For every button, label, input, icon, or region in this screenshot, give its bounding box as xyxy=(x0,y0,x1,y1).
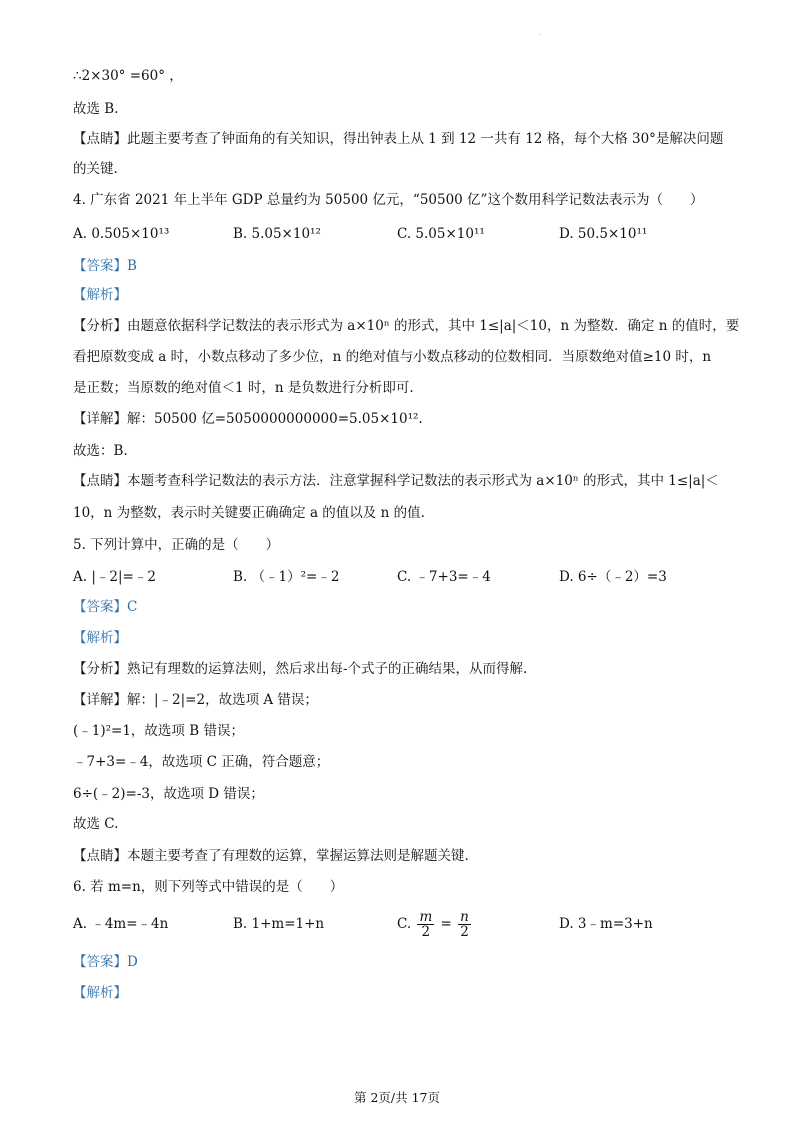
q6-option-a: A. ﹣4m=﹣4n xyxy=(73,916,169,932)
q5-option-a: A. |﹣2|=﹣2 xyxy=(73,569,156,585)
fraction-numerator: m xyxy=(419,909,433,925)
q6-option-c-label: C. xyxy=(397,916,412,932)
fraction-m-over-2 xyxy=(417,910,434,939)
text-line: 看把原数变成 a 时，小数点移动了多少位，n 的绝对值与小数点移动的位数相同．当原数绝对值≥10 时，n xyxy=(73,349,712,365)
scan-dot: · xyxy=(539,32,541,39)
text-line: (﹣1)²=1，故选项 B 错误； xyxy=(73,723,244,739)
q4-option-d: D. 50.5×10¹¹ xyxy=(559,226,648,242)
text-line: 故选：B. xyxy=(73,443,128,459)
text-line: 【点睛】此题主要考查了钟面角的有关知识，得出钟表上从 1 到 12 一共有 12 格，每个大格 30°是解决问题 xyxy=(73,131,724,147)
q4-option-a: A. 0.505×10¹³ xyxy=(73,226,170,242)
q6-option-c xyxy=(397,904,473,944)
analysis-label: 【解析】 xyxy=(73,287,127,303)
text-line: 【分析】熟记有理数的运算法则，然后求出每-个式子的正确结果，从而得解. xyxy=(73,661,528,677)
analysis-label: 【解析】 xyxy=(73,630,127,646)
q6-option-b: B. 1+m=1+n xyxy=(233,916,325,932)
text-line: 故选 B. xyxy=(73,101,119,117)
text-line: 6÷(﹣2)=-3，故选项 D 错误； xyxy=(73,786,264,802)
q4-option-b: B. 5.05×10¹² xyxy=(233,226,321,242)
fraction-numerator: n xyxy=(460,909,469,925)
q6-option-d: D. 3﹣m=3+n xyxy=(559,916,653,932)
text-line: 的关键. xyxy=(73,161,118,177)
text-line: 【点睛】本题考查科学记数法的表示方法．注意掌握科学记数法的表示形式为 a×10ⁿ 的形式，其中 1≤|a|＜ xyxy=(73,473,719,489)
text-line: 是正数；当原数的绝对值＜1 时，n 是负数进行分析即可. xyxy=(73,380,414,396)
answer-label: 【答案】B xyxy=(73,258,137,274)
fraction-n-over-2 xyxy=(458,910,471,939)
text-line: 【详解】解：|﹣2|=2，故选项 A 错误； xyxy=(73,692,318,708)
text-line: ﹣7+3=﹣4，故选项 C 正确，符合题意； xyxy=(73,754,330,770)
equals-sign: = xyxy=(440,916,452,932)
text-line: 【分析】由题意依据科学记数法的表示形式为 a×10ⁿ 的形式，其中 1≤|a|＜10，n 为整数．确定 n 的值时，要 xyxy=(73,318,740,334)
question-4: 4. 广东省 2021 年上半年 GDP 总量约为 50500 亿元，“50500 亿”这个数用科学记数法表示为（ ） xyxy=(73,192,704,208)
text-line: 【点睛】本题主要考查了有理数的运算，掌握运算法则是解题关键. xyxy=(73,848,469,864)
text-line: 10，n 为整数，表示时关键要正确确定 a 的值以及 n 的值. xyxy=(73,505,425,521)
q5-option-d: D. 6÷（﹣2）=3 xyxy=(559,569,667,585)
q5-option-c: C. ﹣7+3=﹣4 xyxy=(397,569,491,585)
text-line: ∴2×30° =60° ， xyxy=(73,68,183,84)
text-line: 故选 C. xyxy=(73,816,119,832)
q5-option-b: B. （﹣1）²=﹣2 xyxy=(233,569,340,585)
analysis-label: 【解析】 xyxy=(73,985,127,1001)
fraction-denominator: 2 xyxy=(421,924,431,940)
q4-option-c: C. 5.05×10¹¹ xyxy=(397,226,485,242)
fraction-denominator: 2 xyxy=(460,924,469,940)
answer-label: 【答案】C xyxy=(73,599,138,615)
page-footer: 第 2页/共 17页 xyxy=(353,1090,441,1105)
question-6: 6. 若 m=n，则下列等式中错误的是（ ） xyxy=(73,879,344,895)
text-line: 【详解】解：50500 亿=5050000000000=5.05×10¹². xyxy=(73,411,423,427)
answer-label: 【答案】D xyxy=(73,954,138,970)
question-5: 5. 下列计算中，正确的是（ ） xyxy=(73,537,280,553)
